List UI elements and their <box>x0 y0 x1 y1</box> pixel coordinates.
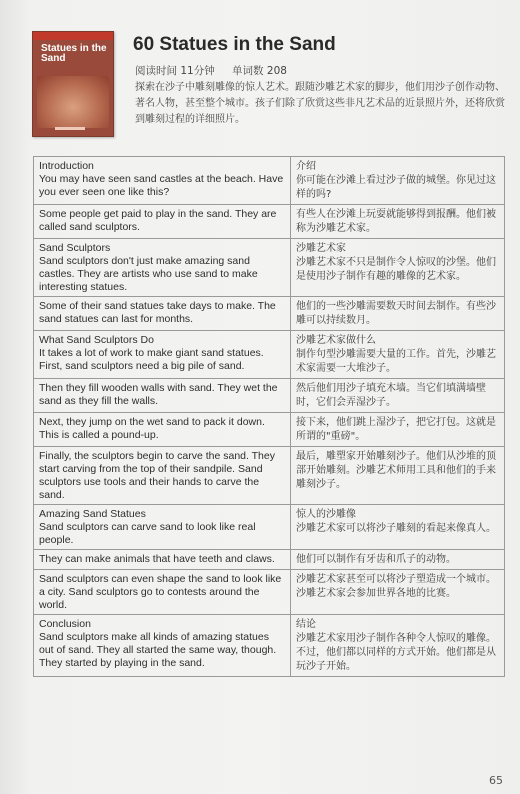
reading-meta <box>135 63 301 78</box>
english-text-cell: They can make animals that have teeth and claws. <box>34 550 291 570</box>
book-summary: 探索在沙子中雕刻雕像的惊人艺术。跟随沙雕艺术家的脚步，他们用沙子创作动物、著名人物，甚至整个城市。孩子们除了欣赏这些非凡艺术品的近景照片外，还将欣赏到雕刻过程的详细照片。 <box>135 82 505 125</box>
table-row <box>34 157 505 205</box>
english-text-cell: Some of their sand statues take days to make. The sand statues can last for months. <box>34 297 291 331</box>
table-row <box>34 331 505 379</box>
cover-publisher-mark <box>55 127 85 130</box>
table-row <box>34 505 505 550</box>
table-row <box>34 297 505 331</box>
table-row <box>34 205 505 239</box>
chinese-text-cell: 接下来，他们跳上湿沙子，把它打包。这就是所谓的"重磅"。 <box>291 413 505 447</box>
english-text-cell: Then they fill wooden walls with sand. They wet the sand as they fill the walls. <box>34 379 291 413</box>
table-row <box>34 615 505 677</box>
english-text-cell: Conclusion Sand sculptors make all kinds of amazing statues out of sand. They all started the same way, though. They started by playing in the sand. <box>34 615 291 677</box>
book-cover-image <box>32 31 114 137</box>
table-row <box>34 239 505 297</box>
table-row <box>34 550 505 570</box>
chinese-text-cell: 沙雕艺术家做什么 制作句型沙雕需要大量的工作。首先，沙雕艺术家需要一大堆沙子。 <box>291 331 505 379</box>
table-row <box>34 447 505 505</box>
chinese-text-cell: 惊人的沙雕像 沙雕艺术家可以将沙子雕刻的看起来像真人。 <box>291 505 505 550</box>
english-text-cell: Sand sculptors can even shape the sand to look like a city. Sand sculptors go to contests around the world. <box>34 570 291 615</box>
chinese-text-cell: 沙雕艺术家甚至可以将沙子塑造成一个城市。沙雕艺术家会参加世界各地的比赛。 <box>291 570 505 615</box>
sand-statue-illustration <box>37 76 109 128</box>
english-text-cell: Amazing Sand Statues Sand sculptors can carve sand to look like real people. <box>34 505 291 550</box>
table-row <box>34 379 505 413</box>
cover-title: Statues in the Sand <box>41 43 107 64</box>
chinese-text-cell: 有些人在沙滩上玩耍就能够得到报酬。他们被称为沙雕艺术家。 <box>291 205 505 239</box>
chinese-text-cell: 他们可以制作有牙齿和爪子的动物。 <box>291 550 505 570</box>
english-text-cell: Sand Sculptors Sand sculptors don't just make amazing sand castles. They are artists who use sand to make interesting statues. <box>34 239 291 297</box>
english-text-cell: Finally, the sculptors begin to carve the sand. They start carving from the top of their sandpile. Sand sculptors use tools and their hands to carve the sand. <box>34 447 291 505</box>
reading-time: 阅读时间 11分钟 <box>135 65 215 77</box>
page-number: 65 <box>489 774 503 787</box>
cover-band <box>33 32 113 40</box>
bilingual-text-table <box>33 156 505 677</box>
english-text-cell: Next, they jump on the wet sand to pack it down. This is called a pound-up. <box>34 413 291 447</box>
page-title: 60 Statues in the Sand <box>133 34 336 55</box>
chinese-text-cell: 结论 沙雕艺术家用沙子制作各种令人惊叹的雕像。不过，他们都以同样的方式开始。他们都是从玩沙子开始。 <box>291 615 505 677</box>
table-row <box>34 413 505 447</box>
english-text-cell: Introduction You may have seen sand castles at the beach. Have you ever seen one like this? <box>34 157 291 205</box>
word-count: 单词数 208 <box>232 65 287 77</box>
chinese-text-cell: 然后他们用沙子填充木墙。当它们填满墙壁时，它们会弄湿沙子。 <box>291 379 505 413</box>
english-text-cell: Some people get paid to play in the sand. They are called sand sculptors. <box>34 205 291 239</box>
chinese-text-cell: 沙雕艺术家 沙雕艺术家不只是制作令人惊叹的沙堡。他们是使用沙子制作有趣的雕像的艺术家。 <box>291 239 505 297</box>
english-text-cell: What Sand Sculptors Do It takes a lot of work to make giant sand statues. First, sand sculptors need a big pile of sand. <box>34 331 291 379</box>
chinese-text-cell: 他们的一些沙雕需要数天时间去制作。有些沙雕可以持续数月。 <box>291 297 505 331</box>
chinese-text-cell: 介绍 你可能在沙滩上看过沙子做的城堡。你见过这样的吗? <box>291 157 505 205</box>
chinese-text-cell: 最后，雕塑家开始雕刻沙子。他们从沙堆的顶部开始雕刻。沙雕艺术师用工具和他们的手来雕刻沙子。 <box>291 447 505 505</box>
table-row <box>34 570 505 615</box>
